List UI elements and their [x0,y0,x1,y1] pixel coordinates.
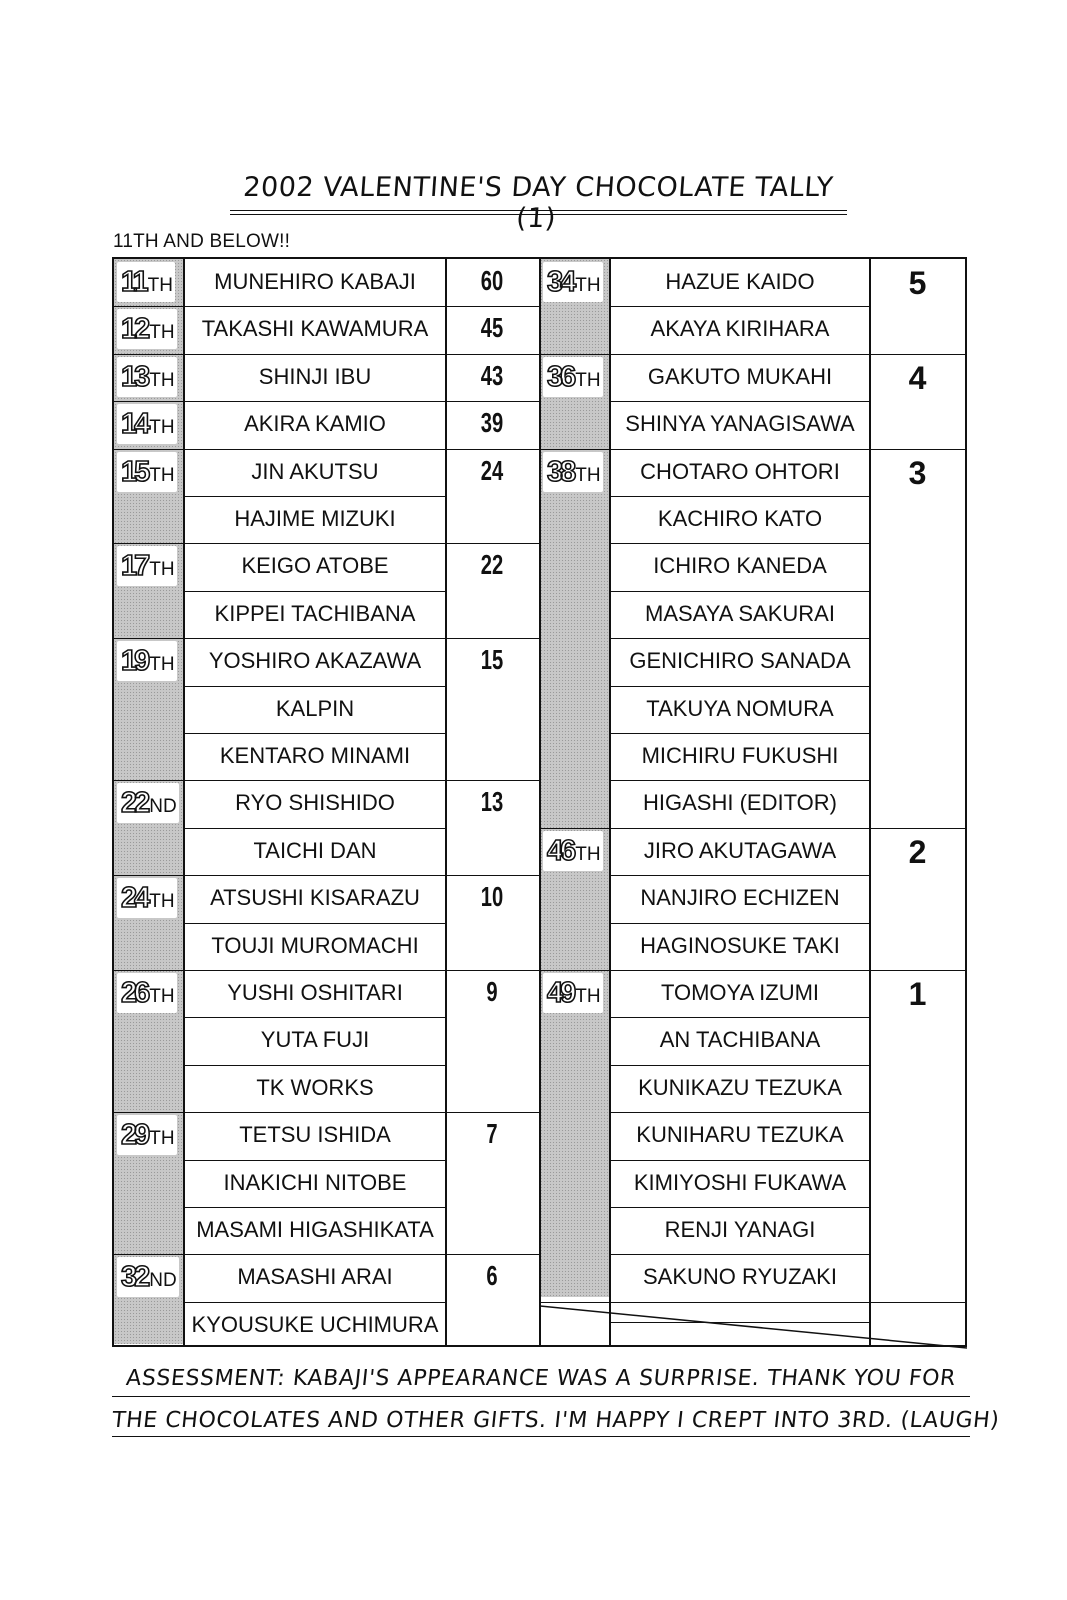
column-separator [539,259,541,1345]
contestant-name: HIGASHI (EDITOR) [643,790,837,816]
contestant-name: KALPIN [275,695,355,721]
contestant-name: KUNIHARU TEZUKA [636,1122,844,1148]
right_groups-rank-badge [543,262,603,302]
contestant-name: TAKUYA NOMURA [646,695,834,721]
assessment-rule-2 [112,1436,970,1437]
contestant-name: YOSHIRO AKAZAWA [208,648,422,674]
right_groups-count: 4 [908,359,928,396]
contestant-name: HAZUE KAIDO [665,269,815,294]
left_groups-count: 24 [480,454,504,486]
page-title: 2002 VALENTINE'S DAY CHOCOLATE TALLY (1) [242,172,835,234]
left_groups-rank-badge [117,404,177,444]
contestant-name: GENICHIRO SANADA [629,648,851,674]
left_groups-count: 45 [480,312,504,344]
rank-number: 34 [547,266,574,298]
contestant-name: KEIGO ATOBE [241,553,389,579]
right_groups-count: 5 [908,265,928,301]
left_groups-count: 39 [480,407,504,439]
contestant-name: AN TACHIBANA [659,1027,821,1053]
contestant-name: JIRO AKUTAGAWA [643,837,837,863]
rank-suffix: TH [149,417,175,439]
contestant-name: ATSUSHI KISARAZU [210,885,420,911]
empty-cell-diagonal [540,1302,967,1350]
contestant-name: RYO SHISHIDO [235,790,395,816]
rank-suffix: TH [575,369,601,391]
rank-number: 24 [121,882,148,915]
contestant-name: TAICHI DAN [253,837,377,863]
contestant-name: HAGINOSUKE TAKI [640,932,840,958]
rank-suffix: TH [149,654,175,676]
right_groups-count: 2 [908,833,928,870]
contestant-name: JIN AKUTSU [251,458,379,484]
left_groups-rank-badge [117,309,177,349]
contestant-name: KACHIRO KATO [657,506,823,531]
contestant-name: HAJIME MIZUKI [234,506,396,531]
rank-suffix: TH [149,891,175,913]
left_groups-count: 6 [486,1260,498,1292]
assessment-rule-1 [112,1396,970,1397]
contestant-name: INAKICHI NITOBE [223,1169,407,1195]
rank-suffix: TH [147,275,173,296]
diagonal-line [540,1306,967,1348]
left_groups-rank-badge [117,452,177,492]
contestant-name: SHINYA YANAGISAWA [625,411,855,437]
contestant-name: TOMOYA IZUMI [660,980,820,1005]
left_groups-count: 60 [480,265,504,296]
contestant-name: KUNIKAZU TEZUKA [638,1074,842,1100]
assessment-line-2-text: THE CHOCOLATES AND OTHER GIFTS. I'M HAPPY I CREPT INTO 3RD. [110,1408,895,1433]
right_groups-rank-badge [543,973,603,1013]
left_groups-count: 22 [480,549,504,581]
left_groups-rank-badge [117,878,177,918]
contestant-name: SAKUNO RYUZAKI [643,1264,837,1290]
left_groups-rank-badge [117,1257,179,1297]
contestant-name: YUTA FUJI [260,1027,370,1053]
left_groups-count: 10 [480,881,504,913]
contestant-name: KIPPEI TACHIBANA [214,600,416,626]
left_groups-rank-badge [117,973,177,1013]
rank-number: 22 [121,787,148,820]
contestant-name: GAKUTO MUKAHI [647,363,833,389]
right_groups-count: 1 [908,976,928,1012]
left_groups-rank-badge [117,546,177,586]
contestant-name: MASAYA SAKURAI [645,600,835,626]
contestant-name: AKAYA KIRIHARA [650,316,830,342]
rank-suffix: TH [575,464,601,486]
rank-number: 11 [121,266,146,298]
tally-table [112,257,967,1347]
subtitle: 11TH AND BELOW!! [113,231,291,252]
contestant-name: CHOTARO OHTORI [640,458,840,484]
right_groups-rank-badge [543,831,603,871]
title-underline [230,210,847,211]
left_groups-count: 13 [480,786,504,818]
contestant-name: MICHIRU FUKUSHI [641,743,839,768]
right_groups-rank-badge [543,452,603,492]
left_groups-count: 43 [480,359,504,391]
contestant-name: KYOUSUKE UCHIMURA [191,1311,439,1337]
contestant-name: NANJIRO ECHIZEN [640,885,840,911]
contestant-name: AKIRA KAMIO [244,411,386,437]
contestant-name: MUNEHIRO KABAJI [214,269,416,294]
rank-suffix: TH [149,559,175,581]
assessment-line-1: ASSESSMENT: KABAJI'S APPEARANCE WAS A SURPRISE. THANK YOU FOR [124,1366,958,1391]
rank-suffix: TH [575,843,601,865]
left_groups-count: 9 [486,976,498,1007]
title-underline-2 [230,214,847,215]
left_groups-count: 7 [486,1118,498,1150]
left_groups-count: 15 [480,644,504,676]
contestant-name: RENJI YANAGI [664,1217,816,1242]
left_groups-rank-badge [117,783,179,823]
rank-suffix: TH [149,1128,175,1150]
contestant-name: SHINJI IBU [258,363,372,389]
rank-number: 12 [121,313,148,346]
rank-suffix: TH [149,322,175,344]
rank-suffix: TH [149,369,175,391]
contestant-name: TAKASHI KAWAMURA [201,316,429,342]
rank-number: 49 [547,977,574,1009]
left_groups-rank-badge [117,1115,177,1155]
rank-suffix: TH [149,464,175,486]
contestant-name: ICHIRO KANEDA [653,553,827,579]
rank-number: 36 [547,360,574,393]
left_groups-rank-badge [117,262,175,302]
contestant-name: KENTARO MINAMI [219,743,411,768]
rank-number: 15 [121,455,148,488]
rank-number: 14 [121,408,148,441]
rank-number: 26 [121,977,148,1009]
rank-number: 19 [121,645,148,678]
contestant-name: MASAMI HIGASHIKATA [196,1217,434,1242]
contestant-name: YUSHI OSHITARI [227,980,403,1005]
right_groups-rank-badge [543,357,603,397]
contestant-name: TOUJI MUROMACHI [211,932,419,958]
contestant-name: MASASHI ARAI [237,1264,393,1290]
rank-suffix: TH [149,986,175,1007]
assessment-line-2 [110,1408,1001,1433]
rank-suffix: ND [149,796,177,818]
rank-number: 29 [121,1119,148,1152]
right-rank-column [540,259,610,1297]
rank-number: 46 [547,834,574,867]
rank-number: 38 [547,455,574,488]
left_groups-rank-badge [117,357,177,397]
rank-suffix: TH [575,986,601,1007]
rank-suffix: ND [149,1270,177,1292]
contestant-name: KIMIYOSHI FUKAWA [633,1169,847,1195]
rank-suffix: TH [575,275,601,296]
contestant-name: TK WORKS [256,1074,374,1100]
rank-number: 32 [121,1261,148,1294]
left_groups-rank-badge [117,641,177,681]
rank-number: 17 [121,550,148,583]
right_groups-count: 3 [908,454,928,491]
rank-number: 13 [121,360,148,393]
contestant-name: TETSU ISHIDA [239,1122,391,1148]
assessment-laugh: (LAUGH) [899,1408,1001,1433]
